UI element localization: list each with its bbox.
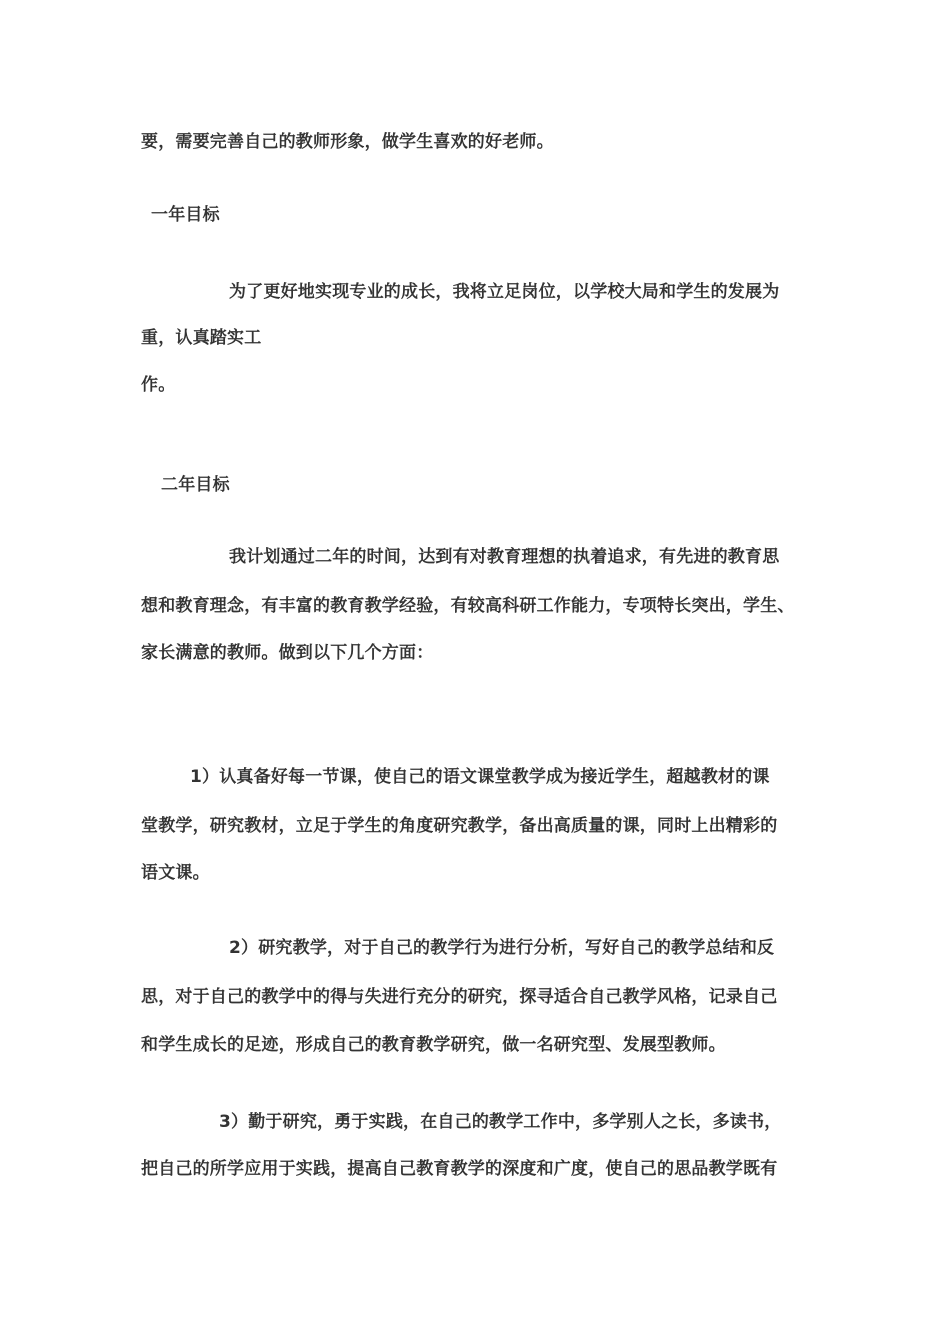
list-item-2-line: 2）研究教学，对于自己的教学行为进行分析，写好自己的教学总结和反	[229, 938, 775, 958]
paragraph-line: 我计划通过二年的时间，达到有对教育理想的执着追求，有先进的教育思	[229, 547, 780, 567]
paragraph-line: 重，认真踏实工	[141, 328, 262, 348]
list-item-2-line: 思，对于自己的教学中的得与失进行充分的研究，探寻适合自己教学风格，记录自己	[141, 987, 778, 1007]
list-item-3-line: 3）勤于研究，勇于实践，在自己的教学工作中，多学别人之长，多读书，	[219, 1112, 782, 1132]
paragraph-line: 家长满意的教师。做到以下几个方面：	[141, 643, 434, 663]
paragraph-line: 要，需要完善自己的教师形象，做学生喜欢的好老师。	[141, 132, 554, 152]
paragraph-line: 作。	[141, 375, 176, 395]
list-item-1-line: 1）认真备好每一节课，使自己的语文课堂教学成为接近学生，超越教材的课	[190, 767, 770, 787]
list-item-2-line: 和学生成长的足迹，形成自己的教育教学研究，做一名研究型、发展型教师。	[141, 1035, 726, 1055]
list-item-1-line: 堂教学，研究教材，立足于学生的角度研究教学，备出高质量的课，同时上出精彩的	[141, 816, 778, 836]
section-heading-two-year: 二年目标	[161, 475, 230, 495]
paragraph-line: 为了更好地实现专业的成长，我将立足岗位，以学校大局和学生的发展为	[229, 282, 780, 302]
paragraph-line: 想和教育理念，有丰富的教育教学经验，有较高科研工作能力，专项特长突出，学生、	[141, 596, 795, 616]
list-item-1-line: 语文课。	[141, 863, 210, 883]
section-heading-one-year: 一年目标	[151, 205, 220, 225]
list-item-3-line: 把自己的所学应用于实践，提高自己教育教学的深度和广度，使自己的思品教学既有	[141, 1159, 778, 1179]
